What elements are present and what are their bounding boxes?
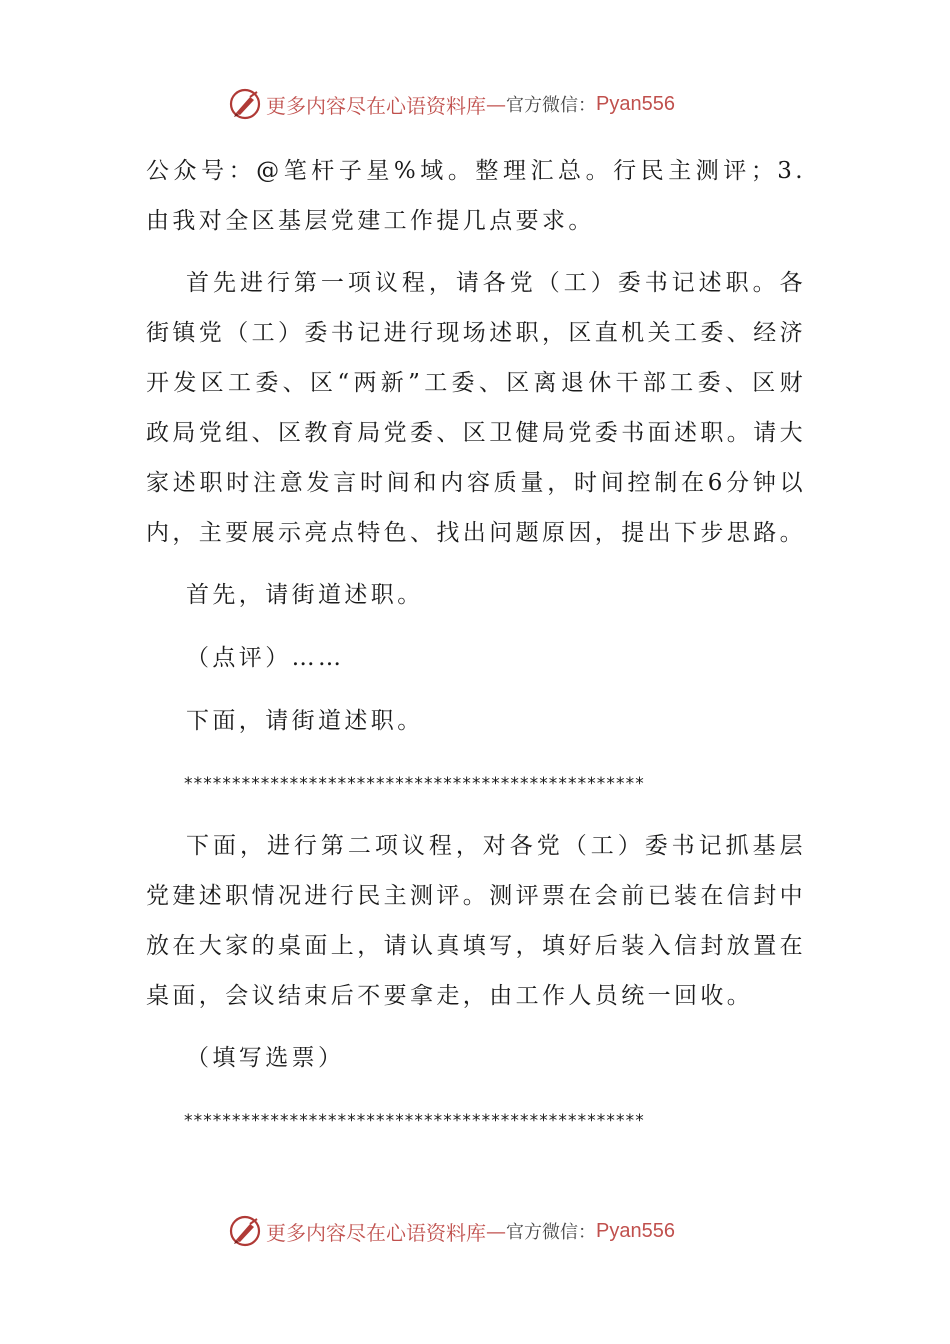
watermark-wechat-id: Pyan556 (596, 1219, 675, 1242)
paragraph-comment: （点评）…… (186, 645, 345, 671)
paragraph-continuation: 公众号：@笔杆子星%域。整理汇总。行民主测评；3.由我对全区基层党建工作提几点要求。 (146, 158, 806, 234)
paragraph-agenda-one: 首先进行第一项议程，请各党（工）委书记述职。各街镇党（工）委书记进行现场述职，区直机关工委、经济开发区工委、区“两新”工委、区离退休干部工委、区财政局党组、区教育局党委、区卫健局党委书面述职。请大家述职时注意发言时间和内容质量，时间控制在6分钟以内，主要展示亮点特色、找出问题原因，提出下步思路。 (146, 270, 806, 546)
paragraph-street-report: 首先，请街道述职。 (186, 582, 424, 608)
watermark-dash: — (486, 1219, 506, 1243)
watermark-text: 更多内容尽在心语资料库 (266, 1220, 486, 1245)
separator-stars: ************************************************ (184, 1111, 645, 1131)
paragraph-fill-ballot: （填写选票） (186, 1045, 345, 1071)
watermark-wechat-id: Pyan556 (596, 92, 675, 115)
paragraph-next-report: 下面，请街道述职。 (186, 708, 424, 734)
watermark-text: 更多内容尽在心语资料库 (266, 93, 486, 118)
pen-nib-icon (228, 1214, 262, 1248)
watermark-official-label: 官方微信： (506, 1222, 596, 1243)
watermark-dash: — (486, 92, 506, 116)
document-body (146, 146, 806, 1158)
pen-nib-icon (228, 87, 262, 121)
watermark-official-label: 官方微信： (506, 95, 596, 116)
paragraph-agenda-two: 下面，进行第二项议程，对各党（工）委书记抓基层党建述职情况进行民主测评。测评票在会前已装在信封中放在大家的桌面上，请认真填写，填好后装入信封放置在桌面，会议结束后不要拿走，由工作人员统一回收。 (146, 833, 806, 1009)
watermark-header (228, 84, 675, 124)
separator-stars: ************************************************ (184, 774, 645, 794)
watermark-footer (228, 1211, 675, 1251)
